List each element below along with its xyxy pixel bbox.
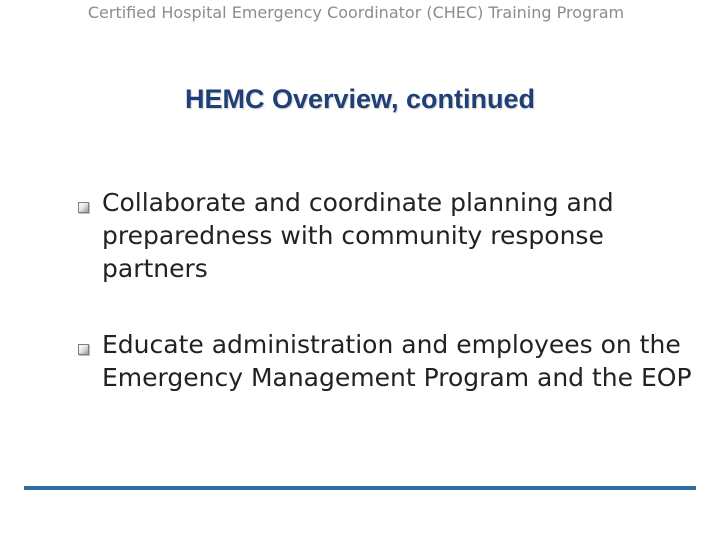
bullet-list	[78, 186, 698, 394]
bullet-item	[78, 186, 698, 285]
bullet-text: Educate administration and employees on the Emergency Management Program and the EOP	[102, 330, 692, 392]
bottom-divider	[24, 486, 696, 490]
program-header: Certified Hospital Emergency Coordinator (CHEC) Training Program	[87, 3, 625, 22]
slide-title: HEMC Overview, continued	[184, 84, 536, 114]
bullet-item	[78, 328, 698, 394]
bullet-text: Collaborate and coordinate planning and preparedness with community response partners	[102, 188, 614, 283]
square-bullet-icon	[78, 202, 89, 213]
square-bullet-icon	[78, 344, 89, 355]
